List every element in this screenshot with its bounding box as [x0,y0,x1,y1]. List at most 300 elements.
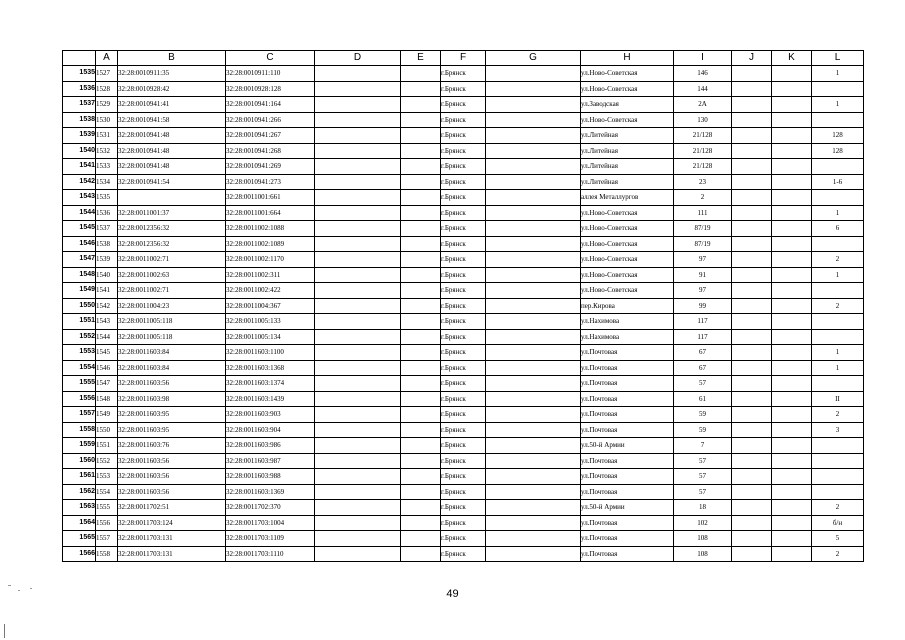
cell-c[interactable]: 32:28:0011703:1004 [226,515,315,531]
cell-c[interactable]: 32:28:0011603:904 [226,422,315,438]
cell-f[interactable]: г.Брянск [441,97,486,113]
cell-e[interactable] [401,66,441,82]
cell-e[interactable] [401,97,441,113]
cell-b[interactable]: 32:28:0011002:71 [118,252,226,268]
cell-c[interactable]: 32:28:0011002:1088 [226,221,315,237]
cell-i[interactable]: 57 [674,376,732,392]
cell-b[interactable]: 32:28:0011603:98 [118,391,226,407]
cell-g[interactable] [486,422,581,438]
cell-b[interactable]: 32:28:0011002:63 [118,267,226,283]
cell-d[interactable] [315,453,401,469]
row-number[interactable]: 1555 [63,376,96,392]
cell-l[interactable] [812,376,864,392]
cell-k[interactable] [772,283,812,299]
cell-d[interactable] [315,546,401,562]
cell-k[interactable] [772,422,812,438]
cell-e[interactable] [401,500,441,516]
cell-a[interactable]: 1549 [96,407,118,423]
cell-h[interactable]: ул.Почтовая [581,484,674,500]
column-header-b[interactable]: B [118,51,226,66]
cell-k[interactable] [772,453,812,469]
cell-e[interactable] [401,174,441,190]
cell-b[interactable]: 32:28:0010911:35 [118,66,226,82]
cell-h[interactable]: ул.Почтовая [581,422,674,438]
cell-i[interactable]: 97 [674,283,732,299]
cell-i[interactable]: 130 [674,112,732,128]
cell-i[interactable]: 108 [674,531,732,547]
cell-d[interactable] [315,469,401,485]
cell-f[interactable]: г.Брянск [441,407,486,423]
cell-j[interactable] [732,500,772,516]
cell-h[interactable]: ул.Ново-Советская [581,267,674,283]
cell-h[interactable]: ул.Ново-Советская [581,66,674,82]
cell-d[interactable] [315,236,401,252]
cell-f[interactable]: г.Брянск [441,283,486,299]
cell-i[interactable]: 18 [674,500,732,516]
cell-j[interactable] [732,298,772,314]
cell-c[interactable]: 32:28:0011703:1109 [226,531,315,547]
cell-h[interactable]: ул.50-й Армии [581,500,674,516]
column-header-e[interactable]: E [401,51,441,66]
cell-f[interactable]: г.Брянск [441,329,486,345]
cell-l[interactable] [812,314,864,330]
cell-b[interactable]: 32:28:0010941:41 [118,97,226,113]
cell-j[interactable] [732,453,772,469]
cell-e[interactable] [401,190,441,206]
cell-l[interactable]: 1-6 [812,174,864,190]
cell-d[interactable] [315,438,401,454]
cell-g[interactable] [486,128,581,144]
cell-d[interactable] [315,500,401,516]
cell-b[interactable]: 32:28:0010941:54 [118,174,226,190]
cell-g[interactable] [486,314,581,330]
cell-e[interactable] [401,484,441,500]
cell-k[interactable] [772,81,812,97]
cell-g[interactable] [486,283,581,299]
cell-a[interactable]: 1550 [96,422,118,438]
cell-b[interactable]: 32:28:0011603:95 [118,407,226,423]
cell-k[interactable] [772,360,812,376]
column-header-l[interactable]: L [812,51,864,66]
row-number[interactable]: 1554 [63,360,96,376]
cell-c[interactable]: 32:28:0011603:986 [226,438,315,454]
column-header-c[interactable]: C [226,51,315,66]
cell-e[interactable] [401,112,441,128]
cell-b[interactable]: 32:28:0010941:48 [118,159,226,175]
cell-f[interactable]: г.Брянск [441,515,486,531]
cell-c[interactable]: 32:28:0010941:266 [226,112,315,128]
cell-f[interactable]: г.Брянск [441,314,486,330]
cell-h[interactable]: ул.Нахимова [581,329,674,345]
cell-i[interactable]: 67 [674,345,732,361]
cell-i[interactable]: 57 [674,453,732,469]
row-number[interactable]: 1566 [63,546,96,562]
cell-b[interactable]: 32:28:0010941:58 [118,112,226,128]
cell-f[interactable]: г.Брянск [441,438,486,454]
cell-j[interactable] [732,546,772,562]
cell-d[interactable] [315,66,401,82]
cell-c[interactable]: 32:28:0011603:988 [226,469,315,485]
row-number[interactable]: 1537 [63,97,96,113]
row-number[interactable]: 1539 [63,128,96,144]
cell-l[interactable]: 2 [812,500,864,516]
cell-l[interactable] [812,453,864,469]
cell-e[interactable] [401,298,441,314]
cell-d[interactable] [315,174,401,190]
column-header-k[interactable]: K [772,51,812,66]
cell-i[interactable]: 7 [674,438,732,454]
row-number[interactable]: 1565 [63,531,96,547]
cell-b[interactable]: 32:28:0011603:56 [118,453,226,469]
cell-c[interactable]: 32:28:0011001:664 [226,205,315,221]
cell-i[interactable]: 99 [674,298,732,314]
cell-b[interactable]: 32:28:0012356:32 [118,236,226,252]
cell-b[interactable]: 32:28:0011703:124 [118,515,226,531]
cell-i[interactable]: 23 [674,174,732,190]
cell-c[interactable]: 32:28:0011603:1369 [226,484,315,500]
cell-g[interactable] [486,252,581,268]
cell-f[interactable]: г.Брянск [441,159,486,175]
cell-c[interactable]: 32:28:0011603:1100 [226,345,315,361]
cell-d[interactable] [315,329,401,345]
row-number[interactable]: 1551 [63,314,96,330]
cell-k[interactable] [772,128,812,144]
cell-g[interactable] [486,174,581,190]
cell-b[interactable] [118,190,226,206]
cell-k[interactable] [772,314,812,330]
cell-l[interactable] [812,329,864,345]
cell-d[interactable] [315,314,401,330]
cell-a[interactable]: 1537 [96,221,118,237]
cell-d[interactable] [315,407,401,423]
cell-h[interactable]: ул.Почтовая [581,407,674,423]
cell-h[interactable]: ул.Ново-Советская [581,252,674,268]
cell-f[interactable]: г.Брянск [441,221,486,237]
cell-g[interactable] [486,531,581,547]
cell-f[interactable]: г.Брянск [441,252,486,268]
row-number[interactable]: 1538 [63,112,96,128]
cell-f[interactable]: г.Брянск [441,190,486,206]
cell-f[interactable]: г.Брянск [441,267,486,283]
cell-e[interactable] [401,81,441,97]
cell-h[interactable]: ул.Почтовая [581,515,674,531]
column-header-h[interactable]: H [581,51,674,66]
cell-j[interactable] [732,221,772,237]
cell-a[interactable]: 1530 [96,112,118,128]
cell-i[interactable]: 102 [674,515,732,531]
cell-f[interactable]: г.Брянск [441,376,486,392]
cell-d[interactable] [315,252,401,268]
cell-b[interactable]: 32:28:0010941:48 [118,143,226,159]
cell-j[interactable] [732,484,772,500]
cell-e[interactable] [401,314,441,330]
row-number[interactable]: 1562 [63,484,96,500]
cell-g[interactable] [486,81,581,97]
cell-f[interactable]: г.Брянск [441,469,486,485]
cell-i[interactable]: 111 [674,205,732,221]
cell-c[interactable]: 32:28:0011002:1170 [226,252,315,268]
cell-g[interactable] [486,97,581,113]
cell-l[interactable]: 5 [812,531,864,547]
cell-h[interactable]: ул.Почтовая [581,345,674,361]
cell-h[interactable]: ул.Ново-Советская [581,81,674,97]
row-number[interactable]: 1550 [63,298,96,314]
cell-l[interactable]: 128 [812,143,864,159]
cell-k[interactable] [772,252,812,268]
cell-f[interactable]: г.Брянск [441,112,486,128]
cell-d[interactable] [315,267,401,283]
cell-k[interactable] [772,546,812,562]
cell-j[interactable] [732,267,772,283]
cell-f[interactable]: г.Брянск [441,205,486,221]
cell-g[interactable] [486,221,581,237]
cell-l[interactable] [812,438,864,454]
row-number[interactable]: 1558 [63,422,96,438]
cell-g[interactable] [486,515,581,531]
cell-k[interactable] [772,97,812,113]
cell-j[interactable] [732,407,772,423]
cell-d[interactable] [315,128,401,144]
row-number[interactable]: 1544 [63,205,96,221]
cell-a[interactable]: 1555 [96,500,118,516]
cell-h[interactable]: ул.Почтовая [581,531,674,547]
cell-g[interactable] [486,143,581,159]
column-header-a[interactable]: A [96,51,118,66]
cell-j[interactable] [732,391,772,407]
cell-k[interactable] [772,345,812,361]
cell-e[interactable] [401,236,441,252]
cell-c[interactable]: 32:28:0011002:422 [226,283,315,299]
cell-i[interactable]: 57 [674,469,732,485]
cell-e[interactable] [401,159,441,175]
cell-j[interactable] [732,174,772,190]
row-number[interactable]: 1549 [63,283,96,299]
cell-j[interactable] [732,112,772,128]
row-number[interactable]: 1557 [63,407,96,423]
cell-l[interactable]: II [812,391,864,407]
cell-h[interactable]: ул.Литейная [581,143,674,159]
cell-f[interactable]: г.Брянск [441,391,486,407]
cell-a[interactable]: 1547 [96,376,118,392]
cell-j[interactable] [732,97,772,113]
cell-a[interactable]: 1556 [96,515,118,531]
cell-i[interactable]: 2 [674,190,732,206]
cell-g[interactable] [486,345,581,361]
cell-h[interactable]: аллея Металлургов [581,190,674,206]
cell-c[interactable]: 32:28:0011603:1439 [226,391,315,407]
cell-j[interactable] [732,469,772,485]
cell-h[interactable]: пер.Кирова [581,298,674,314]
cell-j[interactable] [732,66,772,82]
cell-f[interactable]: г.Брянск [441,128,486,144]
row-number[interactable]: 1561 [63,469,96,485]
cell-d[interactable] [315,143,401,159]
cell-a[interactable]: 1531 [96,128,118,144]
cell-l[interactable] [812,81,864,97]
row-number[interactable]: 1556 [63,391,96,407]
cell-f[interactable]: г.Брянск [441,345,486,361]
cell-h[interactable]: ул.Литейная [581,128,674,144]
cell-h[interactable]: ул.Ново-Советская [581,283,674,299]
cell-i[interactable]: 87/19 [674,221,732,237]
cell-e[interactable] [401,546,441,562]
cell-h[interactable]: ул.Почтовая [581,453,674,469]
cell-b[interactable]: 32:28:0011005:118 [118,329,226,345]
cell-j[interactable] [732,143,772,159]
cell-a[interactable]: 1539 [96,252,118,268]
cell-j[interactable] [732,205,772,221]
cell-k[interactable] [772,500,812,516]
cell-c[interactable]: 32:28:0011603:987 [226,453,315,469]
cell-e[interactable] [401,267,441,283]
cell-e[interactable] [401,531,441,547]
cell-a[interactable]: 1536 [96,205,118,221]
cell-c[interactable]: 32:28:0010941:267 [226,128,315,144]
cell-j[interactable] [732,283,772,299]
cell-j[interactable] [732,360,772,376]
cell-c[interactable]: 32:28:0011002:1089 [226,236,315,252]
cell-g[interactable] [486,66,581,82]
cell-i[interactable]: 108 [674,546,732,562]
cell-f[interactable]: г.Брянск [441,546,486,562]
cell-g[interactable] [486,267,581,283]
cell-h[interactable]: ул.Ново-Советская [581,221,674,237]
cell-g[interactable] [486,360,581,376]
cell-e[interactable] [401,376,441,392]
row-number[interactable]: 1535 [63,66,96,82]
cell-l[interactable] [812,283,864,299]
cell-l[interactable] [812,469,864,485]
cell-j[interactable] [732,515,772,531]
cell-d[interactable] [315,97,401,113]
cell-h[interactable]: ул.Почтовая [581,469,674,485]
cell-a[interactable]: 1529 [96,97,118,113]
cell-j[interactable] [732,438,772,454]
cell-k[interactable] [772,376,812,392]
cell-j[interactable] [732,531,772,547]
cell-a[interactable]: 1557 [96,531,118,547]
cell-k[interactable] [772,515,812,531]
cell-a[interactable]: 1527 [96,66,118,82]
cell-c[interactable]: 32:28:0011702:370 [226,500,315,516]
cell-f[interactable]: г.Брянск [441,236,486,252]
cell-e[interactable] [401,205,441,221]
cell-d[interactable] [315,159,401,175]
cell-d[interactable] [315,190,401,206]
row-number[interactable]: 1553 [63,345,96,361]
cell-k[interactable] [772,267,812,283]
cell-j[interactable] [732,376,772,392]
cell-a[interactable]: 1551 [96,438,118,454]
cell-a[interactable]: 1532 [96,143,118,159]
cell-e[interactable] [401,143,441,159]
cell-f[interactable]: г.Брянск [441,174,486,190]
cell-j[interactable] [732,236,772,252]
cell-a[interactable]: 1552 [96,453,118,469]
cell-b[interactable]: 32:28:0011603:56 [118,469,226,485]
cell-e[interactable] [401,221,441,237]
cell-l[interactable]: 1 [812,205,864,221]
cell-a[interactable]: 1543 [96,314,118,330]
cell-g[interactable] [486,438,581,454]
cell-c[interactable]: 32:28:0011603:903 [226,407,315,423]
cell-f[interactable]: г.Брянск [441,360,486,376]
cell-c[interactable]: 32:28:0010941:164 [226,97,315,113]
cell-e[interactable] [401,283,441,299]
cell-f[interactable]: г.Брянск [441,500,486,516]
cell-c[interactable]: 32:28:0011001:661 [226,190,315,206]
cell-g[interactable] [486,453,581,469]
row-number[interactable]: 1543 [63,190,96,206]
cell-c[interactable]: 32:28:0010941:268 [226,143,315,159]
cell-j[interactable] [732,128,772,144]
cell-d[interactable] [315,345,401,361]
cell-i[interactable]: 87/19 [674,236,732,252]
cell-g[interactable] [486,500,581,516]
cell-i[interactable]: 21/128 [674,159,732,175]
cell-c[interactable]: 32:28:0011603:1374 [226,376,315,392]
cell-l[interactable]: 6 [812,221,864,237]
cell-k[interactable] [772,391,812,407]
cell-e[interactable] [401,128,441,144]
cell-e[interactable] [401,329,441,345]
cell-g[interactable] [486,469,581,485]
cell-h[interactable]: ул.Ново-Советская [581,205,674,221]
cell-b[interactable]: 32:28:0011703:131 [118,531,226,547]
cell-e[interactable] [401,345,441,361]
cell-k[interactable] [772,190,812,206]
cell-a[interactable]: 1528 [96,81,118,97]
cell-k[interactable] [772,205,812,221]
cell-j[interactable] [732,159,772,175]
cell-k[interactable] [772,236,812,252]
cell-d[interactable] [315,298,401,314]
cell-a[interactable]: 1538 [96,236,118,252]
cell-i[interactable]: 146 [674,66,732,82]
cell-k[interactable] [772,66,812,82]
cell-f[interactable]: г.Брянск [441,298,486,314]
cell-d[interactable] [315,221,401,237]
cell-k[interactable] [772,329,812,345]
cell-b[interactable]: 32:28:0010928:42 [118,81,226,97]
cell-h[interactable]: ул.Литейная [581,159,674,175]
cell-l[interactable]: 1 [812,360,864,376]
cell-h[interactable]: ул.Ново-Советская [581,236,674,252]
cell-g[interactable] [486,376,581,392]
cell-l[interactable] [812,112,864,128]
cell-i[interactable]: 67 [674,360,732,376]
cell-f[interactable]: г.Брянск [441,66,486,82]
cell-e[interactable] [401,469,441,485]
cell-e[interactable] [401,422,441,438]
cell-a[interactable]: 1558 [96,546,118,562]
row-number[interactable]: 1542 [63,174,96,190]
cell-g[interactable] [486,236,581,252]
cell-d[interactable] [315,360,401,376]
cell-j[interactable] [732,81,772,97]
cell-e[interactable] [401,453,441,469]
cell-h[interactable]: ул.Ново-Советская [581,112,674,128]
cell-f[interactable]: г.Брянск [441,531,486,547]
cell-h[interactable]: ул.Нахимова [581,314,674,330]
cell-f[interactable]: г.Брянск [441,81,486,97]
cell-a[interactable]: 1544 [96,329,118,345]
cell-f[interactable]: г.Брянск [441,422,486,438]
cell-e[interactable] [401,391,441,407]
cell-c[interactable]: 32:28:0010941:269 [226,159,315,175]
cell-l[interactable]: 2 [812,546,864,562]
cell-i[interactable]: 117 [674,329,732,345]
